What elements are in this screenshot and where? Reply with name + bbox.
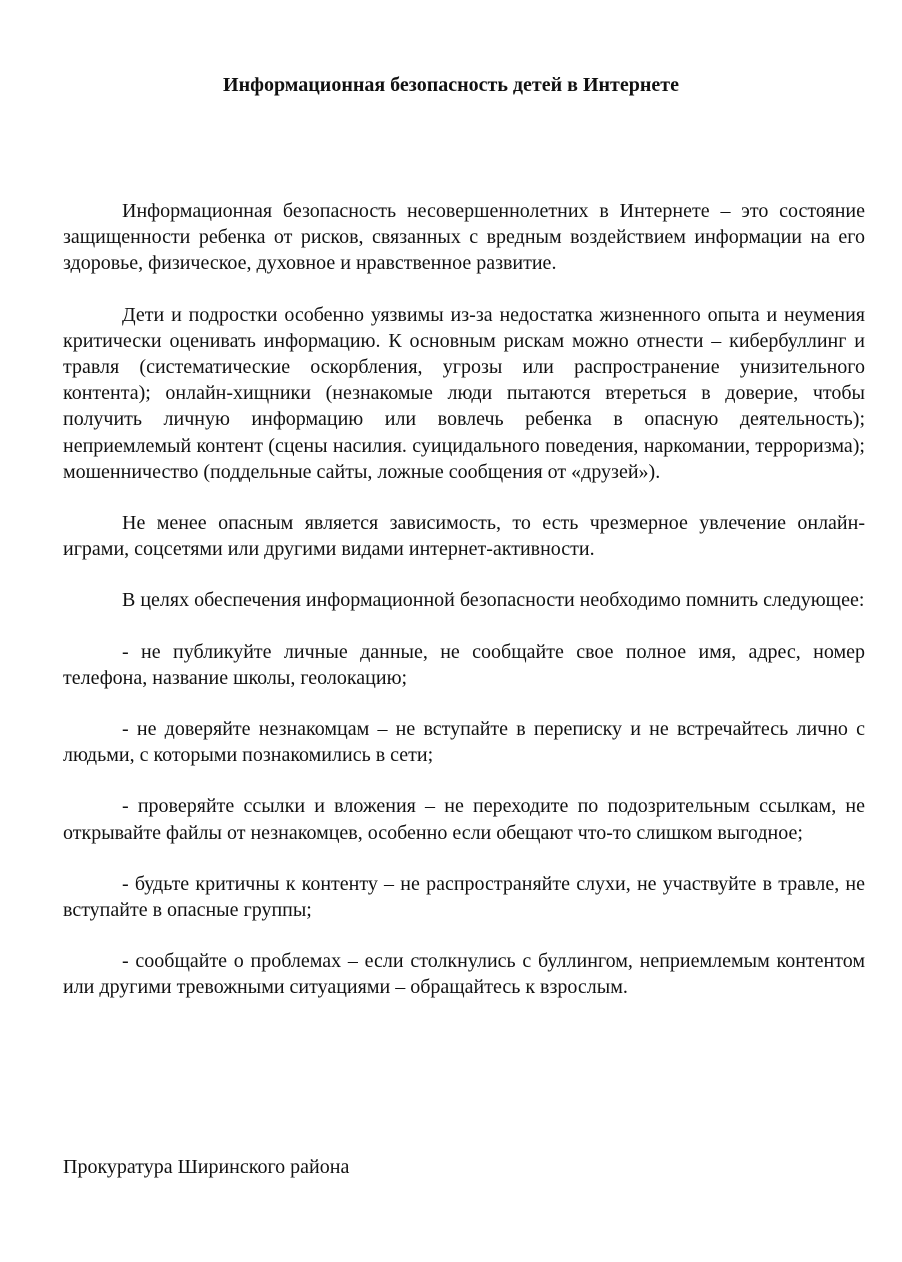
document-body <box>63 198 865 1026</box>
page-title: Информационная безопасность детей в Интернете <box>223 74 679 96</box>
signature: Прокуратура Ширинского района <box>63 1156 350 1178</box>
paragraph-recommendations-intro: В целях обеспечения информационной безопасности необходимо помнить следующее: <box>122 589 865 612</box>
paragraph-risks: Дети и подростки особенно уязвимы из-за недостатка жизненного опыта и неумения критически оценивать информацию. К основным рискам можно отнести – кибербуллинг и травля (систематические оскорбления, угрозы или распространение унизительного контента); онлайн-хищники (незнакомые люди пытаются втереться в доверие, чтобы получить личную информацию или вовлечь ребенка в опасную деятельность); неприемлемый контент (сцены насилия. суицидального поведения, наркомании, терроризма); мошенничество (поддельные сайты, ложные сообщения от «друзей»). <box>63 303 865 483</box>
list-item-personal-data: - не публикуйте личные данные, не сообщайте свое полное имя, адрес, номер телефона, название школы, геолокацию; <box>63 640 865 689</box>
paragraph-definition: Информационная безопасность несовершеннолетних в Интернете – это состояние защищенности ребенка от рисков, связанных с вредным воздействием информации на его здоровье, физическое, духовное и нравственное развитие. <box>63 200 865 275</box>
list-item-report-problems: - сообщайте о проблемах – если столкнулись с буллингом, неприемлемым контентом или другими тревожными ситуациями – обращайтесь к взрослым. <box>63 950 865 999</box>
paragraph-addiction: Не менее опасным является зависимость, то есть чрезмерное увлечение онлайн-играми, соцсетями или другими видами интернет-активности. <box>63 512 865 561</box>
list-item-links: - проверяйте ссылки и вложения – не переходите по подозрительным ссылкам, не открывайте файлы от незнакомцев, особенно если обещают что-то слишком выгодное; <box>63 795 865 844</box>
list-item-content: - будьте критичны к контенту – не распространяйте слухи, не участвуйте в травле, не вступайте в опасные группы; <box>63 872 865 922</box>
list-item-strangers: - не доверяйте незнакомцам – не вступайте в переписку и не встречайтесь лично с людьми, с которыми познакомились в сети; <box>63 718 865 767</box>
